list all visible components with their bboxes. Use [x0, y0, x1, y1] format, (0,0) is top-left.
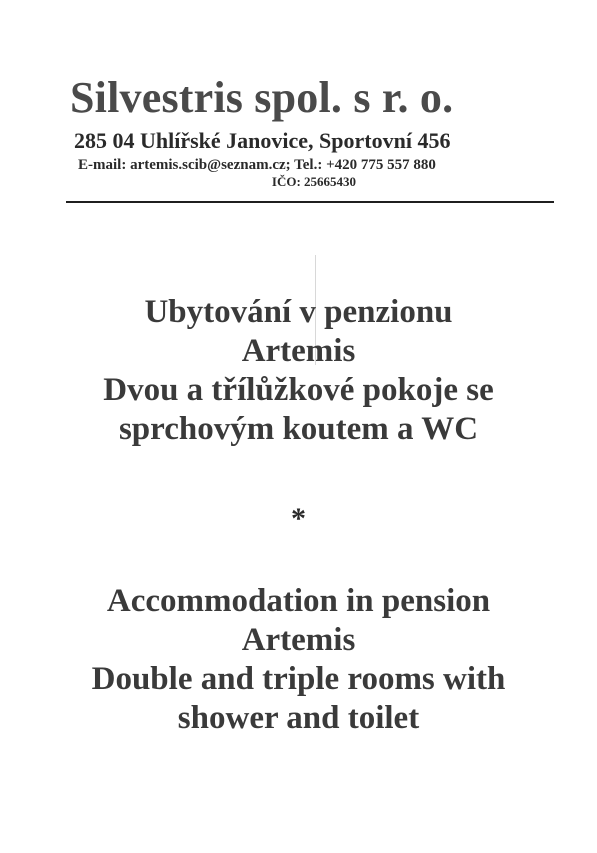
header-divider — [66, 201, 554, 203]
czech-line: sprchovým koutem a WC — [118, 411, 479, 447]
english-text-block — [0, 582, 597, 738]
english-line: shower and toilet — [177, 700, 420, 736]
english-line: Artemis — [241, 622, 356, 658]
czech-text-block — [0, 293, 597, 449]
company-address: 285 04 Uhlířské Janovice, Sportovní 456 — [74, 128, 451, 153]
company-contact: E-mail: artemis.scib@seznam.cz; Tel.: +420 775 557 880 — [78, 157, 436, 173]
english-line: Accommodation in pension — [106, 583, 491, 619]
czech-line: Ubytování v penzionu — [144, 294, 453, 330]
company-ico: IČO: 25665430 — [271, 174, 357, 189]
english-line: Double and triple rooms with — [91, 661, 506, 697]
czech-line: Dvou a třílůžkové pokoje se — [103, 372, 494, 408]
asterisk-separator: * — [291, 502, 306, 535]
letterhead — [66, 74, 554, 189]
czech-line: Artemis — [241, 333, 356, 369]
company-name: Silvestris spol. s r. o. — [70, 73, 454, 122]
